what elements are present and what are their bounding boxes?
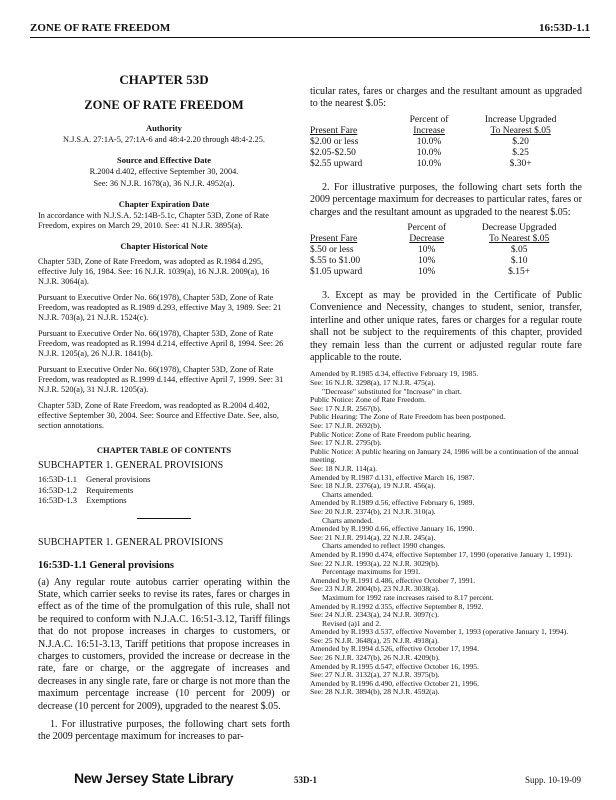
section-heading: 16:53D-1.1 General provisions [38,559,175,571]
source-line-2: See: 36 N.J.R. 1678(a), 36 N.J.R. 4952(a). [93,179,235,188]
history-line: See: 22 N.J.R. 1993(a), 22 N.J.R. 3029(b). [310,558,440,568]
authority-text: N.J.S.A. 27:1A-5, 27:1A-6 and 48:4-2.20 through 48:4-2.25. [63,135,265,144]
increase-table-header-pct1: Percent of [409,114,449,125]
authority-title: Authority [146,123,182,133]
decrease-table-header-pct1: Percent of [407,223,447,234]
percent-cell: 10% [418,267,436,278]
toc-title: CHAPTER TABLE OF CONTENTS [96,445,232,455]
toc-item-label: Exemptions [86,495,127,505]
history-line: See: 16 N.J.R. 3298(a), 17 N.J.R. 475(a). [310,378,436,388]
fare-cell: $2.55 upward [310,158,363,169]
toc-item-label: General provisions [86,474,151,484]
history-line: See: 17 N.J.R. 2567(b). [310,403,382,413]
expiration-title: Chapter Expiration Date [118,199,210,209]
toc-item-number: 16:53D-1.3 [38,495,77,505]
header-title: ZONE OF RATE FREEDOM [30,22,171,34]
paragraph-1-start: 1. For illustrative purposes, the following chart sets forth the 2009 percentage maximum for increases to par- [38,718,290,743]
history-line: Public Hearing: The Zone of Rate Freedom has been postponed. [310,412,506,422]
history-line: See: 26 N.J.R. 3247(b), 26 N.J.R. 4209(b). [310,653,440,663]
header-rule [30,37,590,38]
toc-item[interactable] [38,485,290,496]
historical-note-para: Pursuant to Executive Order No. 66(1978), Chapter 53D, Zone of Rate Freedom, was readopted as R.1994 d.214, effective April 8, 1994. See: 26 N.J.R. 1205(a), 26 N.J.R. 1841(b). [38,329,284,358]
history-line: See: 28 N.J.R. 3894(b), 28 N.J.R. 4592(a). [310,687,440,697]
divider [137,518,191,519]
source-line-1: R.2004 d.402, effective September 30, 2004. [89,167,239,176]
table-row [310,267,580,278]
history-line: Amended by R.1993 d.537, effective November 1, 1993 (operative January 1, 1994). [310,627,569,637]
supplement-date: Supp. 10-19-09 [525,775,581,785]
page-number: 53D-1 [294,775,317,785]
history-line: Percentage maximums for 1991. [322,567,421,577]
fare-cell: $.55 to $1.00 [310,256,361,267]
history-line: See: 23 N.J.R. 2004(b), 23 N.J.R. 3038(a). [310,584,440,594]
percent-cell: 10.0% [416,147,442,158]
history-line: Amended by R.1990 d.474, effective September 17, 1990 (operative January 1, 1991). [310,549,573,559]
history-line: See: 17 N.J.R. 2692(b). [310,421,382,431]
toc-item-number: 16:53D-1.1 [38,474,77,484]
history-line: See: 21 N.J.R. 2914(a), 22 N.J.R. 245(a). [310,532,436,542]
upgrade-cell: $.25 [512,147,529,158]
history-line: Amended by R.1995 d.547, effective October 16, 1995. [310,661,479,671]
history-line: Maximum for 1992 rate increases raised to 8.17 percent. [322,592,494,602]
amendment-history [310,370,582,697]
paragraph-3: 3. Except as may be provided in the Certificate of Public Convenience and Necessity, changes to student, senior, transfer, interline and other unique rates, fares or charges for a regular route shall not be subject to the requirements of this chapter, provided they remain less than the current or adjusted regular route fare applicable to the route. [310,290,582,364]
history-line: Amended by R.1987 d.131, effective March 16, 1987. [310,472,475,482]
history-line: See: 18 N.J.R. 2376(a), 19 N.J.R. 456(a). [310,481,436,491]
history-line: Amended by R.1991 d.486, effective October 7, 1991. [310,575,476,585]
upgrade-cell: $.10 [510,256,528,267]
increase-table-header-up1: Increase Upgraded [484,114,557,125]
expiration-text: In accordance with N.J.S.A. 52:14B-5.1c, Chapter 53D, Zone of Rate Freedom, expires on March 29, 2010. See: 41 N.J.R. 3895(a). [38,211,269,230]
history-line: See: 25 N.J.R. 3648(a), 25 N.J.R. 4918(a). [310,635,440,645]
left-column [38,50,290,744]
history-line: Amended by R.1985 d.34, effective February 19, 1985. [310,369,479,379]
history-line: See: 17 N.J.R. 2795(b). [310,438,382,448]
fare-cell: $.50 or less [310,245,354,256]
fare-cell: $2.00 or less [310,136,359,147]
upgrade-cell: $.30+ [509,158,532,169]
table-row [310,137,580,148]
running-header [30,22,590,34]
history-line: Amended by R.1990 d.66, effective January 16, 1990. [310,524,475,534]
toc-list [38,474,290,506]
historical-note-para: Chapter 53D, Zone of Rate Freedom, was adopted as R.1984 d.295, effective July 16, 1984. See: 16 N.J.R. 1039(a), 16 N.J.R. 2009(a), 16 N.J.R. 3064(a). [38,257,270,286]
percent-cell: 10.0% [416,158,442,169]
toc-item[interactable] [38,474,290,485]
decrease-table [310,223,580,278]
table-row [310,159,580,170]
history-line: Revised (a)1 and 2. [322,618,382,628]
table-row [310,148,580,159]
increase-table [310,115,580,170]
historical-note-para: Pursuant to Executive Order No. 66(1978), Chapter 53D, Zone of Rate Freedom, was readopted as R.1989 d.293, effective May 3, 1989. See: 21 N.J.R. 703(a), 21 N.J.R. 1524(c). [38,293,282,322]
increase-table-header-pct2: Increase [413,125,445,136]
upgrade-cell: $.05 [510,245,528,256]
history-line: Public Notice: A public hearing on January 24, 1986 will be a continuation of the annual meeting. [310,446,579,465]
history-line: See: 24 N.J.R. 2343(a), 24 N.J.R. 3097(c). [310,610,440,620]
source-title: Source and Effective Date [116,155,212,165]
upgrade-cell: $.15+ [508,267,531,278]
history-line: Charts amended. [322,515,374,525]
historical-note-para: Pursuant to Executive Order No. 66(1978), Chapter 53D, Zone of Rate Freedom, was readopted as R.1999 d.144, effective April 7, 1999. See: 31 N.J.R. 520(a), 31 N.J.R. 1205(a). [38,365,284,394]
increase-table-header-up2: To Nearest $.05 [490,125,551,136]
paragraph-2: 2. For illustrative purposes, the following chart sets forth the 2009 percentage maximum for decreases to particular rates, fares or charges and the resultant amount as upgraded to the nearest $.05: [310,181,582,218]
history-line: See: 27 N.J.R. 3132(a), 27 N.J.R. 3975(b). [310,670,440,680]
toc-item[interactable] [38,495,290,506]
percent-cell: 10% [418,245,436,256]
subchapter-heading: SUBCHAPTER 1. GENERAL PROVISIONS [38,536,224,548]
percent-cell: 10% [418,256,436,267]
paragraph-a: (a) Any regular route autobus carrier operating within the State, which carrier seeks to revise its rates, fares or charges in effect as of the time of the promulgation of this rule, shall not be required to conform with N.J.A.C. 16:51-3.12, Tariff filings that do not propose increases in charges to customers, or N.J.A.C. 16:51-3.13, Tariff petitions that propose increases in charges to customers, provided the increase or decrease in the rate, fare or charge, or the aggregate of increases and decreases in any single rate, fare or charge is not more than the maximum percentage increase (10 percent for 2009) or decrease (10 percent for 2009), upgraded to the nearest $.05. [38,576,290,712]
history-line: "Decrease" substituted for "Increase" in chart. [322,386,462,396]
history-line: Charts amended to reflect 1990 changes. [322,541,446,551]
history-line: Amended by R.1992 d.355, effective September 8, 1992. [310,601,484,611]
upgrade-cell: $.20 [512,136,529,147]
increase-table-header-fare: Present Fare [310,125,358,136]
decrease-table-header-up1: Decrease Upgraded [481,223,557,234]
paragraph-1-continued: ticular rates, fares or charges and the resultant amount as upgraded to the nearest $.05: [310,86,582,110]
chapter-title: ZONE OF RATE FREEDOM [84,98,244,112]
history-line: Amended by R.1996 d.490, effective October 21, 1996. [310,678,479,688]
historical-note-title: Chapter Historical Note [120,241,208,251]
historical-note-para: Chapter 53D, Zone of Rate Freedom, was readopted as R.2004 d.402, effective September 30, 2004. See: Source and Effective Date. See, also, section annotations. [38,401,279,430]
history-line: Amended by R.1994 d.526, effective October 17, 1994. [310,644,479,654]
decrease-table-header-up2: To Nearest $.05 [489,234,550,245]
history-line: Amended by R.1989 d.56, effective February 6, 1989. [310,498,475,508]
history-line: See: 18 N.J.R. 114(a). [310,464,377,473]
history-line: Public Notice: Zone of Rate Freedom public hearing. [310,429,472,439]
library-watermark: New Jersey State Library [74,770,234,786]
decrease-table-header-fare: Present Fare [310,234,358,245]
toc-item-number: 16:53D-1.2 [38,484,77,495]
toc-subchapter: SUBCHAPTER 1. GENERAL PROVISIONS [38,460,224,471]
history-line: Charts amended. [322,489,374,499]
history-line: See: 20 N.J.R. 2374(b), 21 N.J.R. 310(a). [310,506,436,516]
fare-cell: $1.05 upward [310,267,363,278]
toc-item-label: Requirements [86,484,134,495]
table-row [310,256,580,267]
right-column [310,50,582,697]
header-section-number: 16:53D-1.1 [538,22,590,34]
chapter-number: CHAPTER 53D [119,72,209,87]
table-row [310,245,580,256]
history-line: Public Notice: Zone of Rate Freedom. [310,395,426,405]
percent-cell: 10.0% [416,136,442,147]
fare-cell: $2.05-$2.50 [310,147,356,158]
decrease-table-header-pct2: Decrease [409,234,445,245]
